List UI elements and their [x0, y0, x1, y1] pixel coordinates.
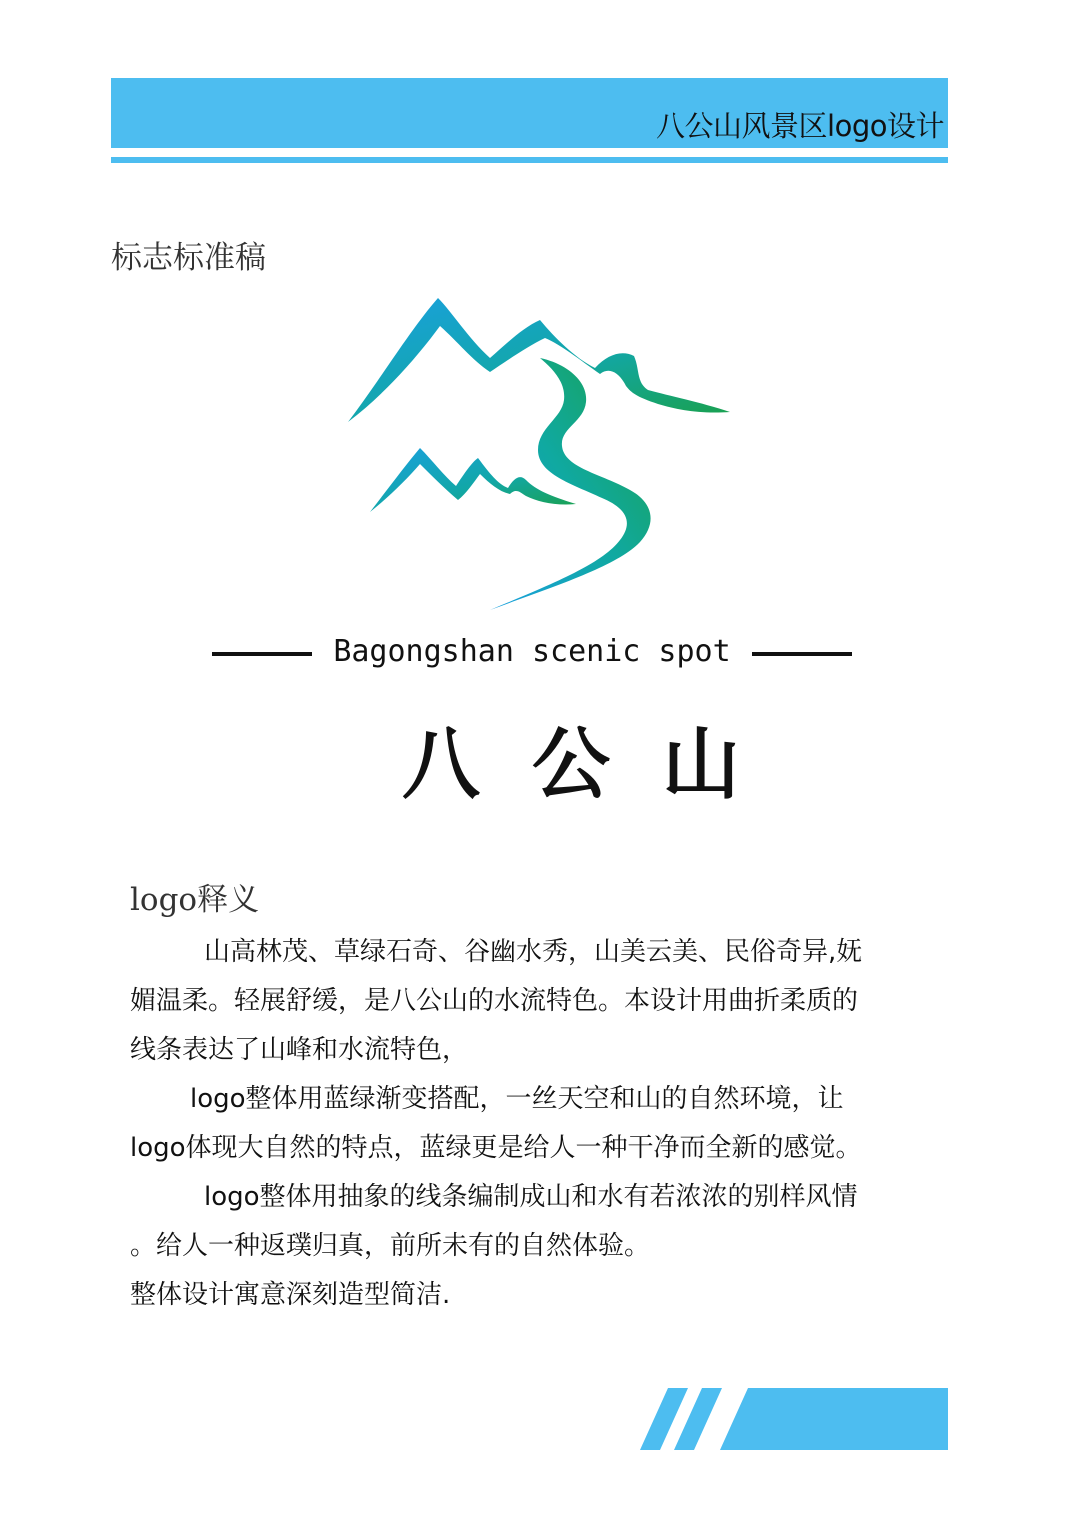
description-line: logo整体用抽象的线条编制成山和水有若浓浓的别样风情	[204, 1182, 858, 1212]
description-line: 线条表达了山峰和水流特色，	[130, 1035, 469, 1065]
tagline-row	[212, 630, 852, 680]
description-line: 山高林茂、草绿石奇、谷幽水秀，山美云美、民俗奇异,妩	[204, 937, 863, 967]
footer-decoration	[640, 1388, 950, 1450]
mountain-river-logo-graphic	[340, 290, 740, 620]
description-line: logo整体用蓝绿渐变搭配，一丝天空和山的自然环境，让	[190, 1084, 844, 1114]
header-bar	[111, 78, 948, 148]
meaning-description	[130, 928, 950, 1320]
tagline-right-rule	[752, 652, 852, 656]
upper-mountain-shape	[348, 298, 730, 422]
meaning-title: logo释义	[130, 882, 260, 918]
logo-brand-name: 八公山	[402, 719, 793, 810]
header-title: 八公山风景区logo设计	[656, 109, 944, 143]
mountain-river-logo	[340, 290, 740, 620]
deco-block	[720, 1388, 948, 1450]
description-line: 整体设计寓意深刻造型简洁.	[130, 1280, 451, 1310]
description-line: logo体现大自然的特点，蓝绿更是给人一种干净而全新的感觉。	[130, 1133, 862, 1163]
description-line: 。给人一种返璞归真，前所未有的自然体验。	[130, 1231, 651, 1261]
logo-tagline: Bagongshan scenic spot	[333, 634, 731, 669]
section-label: 标志标准稿	[111, 240, 266, 276]
description-line: 媚温柔。轻展舒缓，是八公山的水流特色。本设计用曲折柔质的	[130, 986, 859, 1016]
header-underline	[111, 157, 948, 163]
